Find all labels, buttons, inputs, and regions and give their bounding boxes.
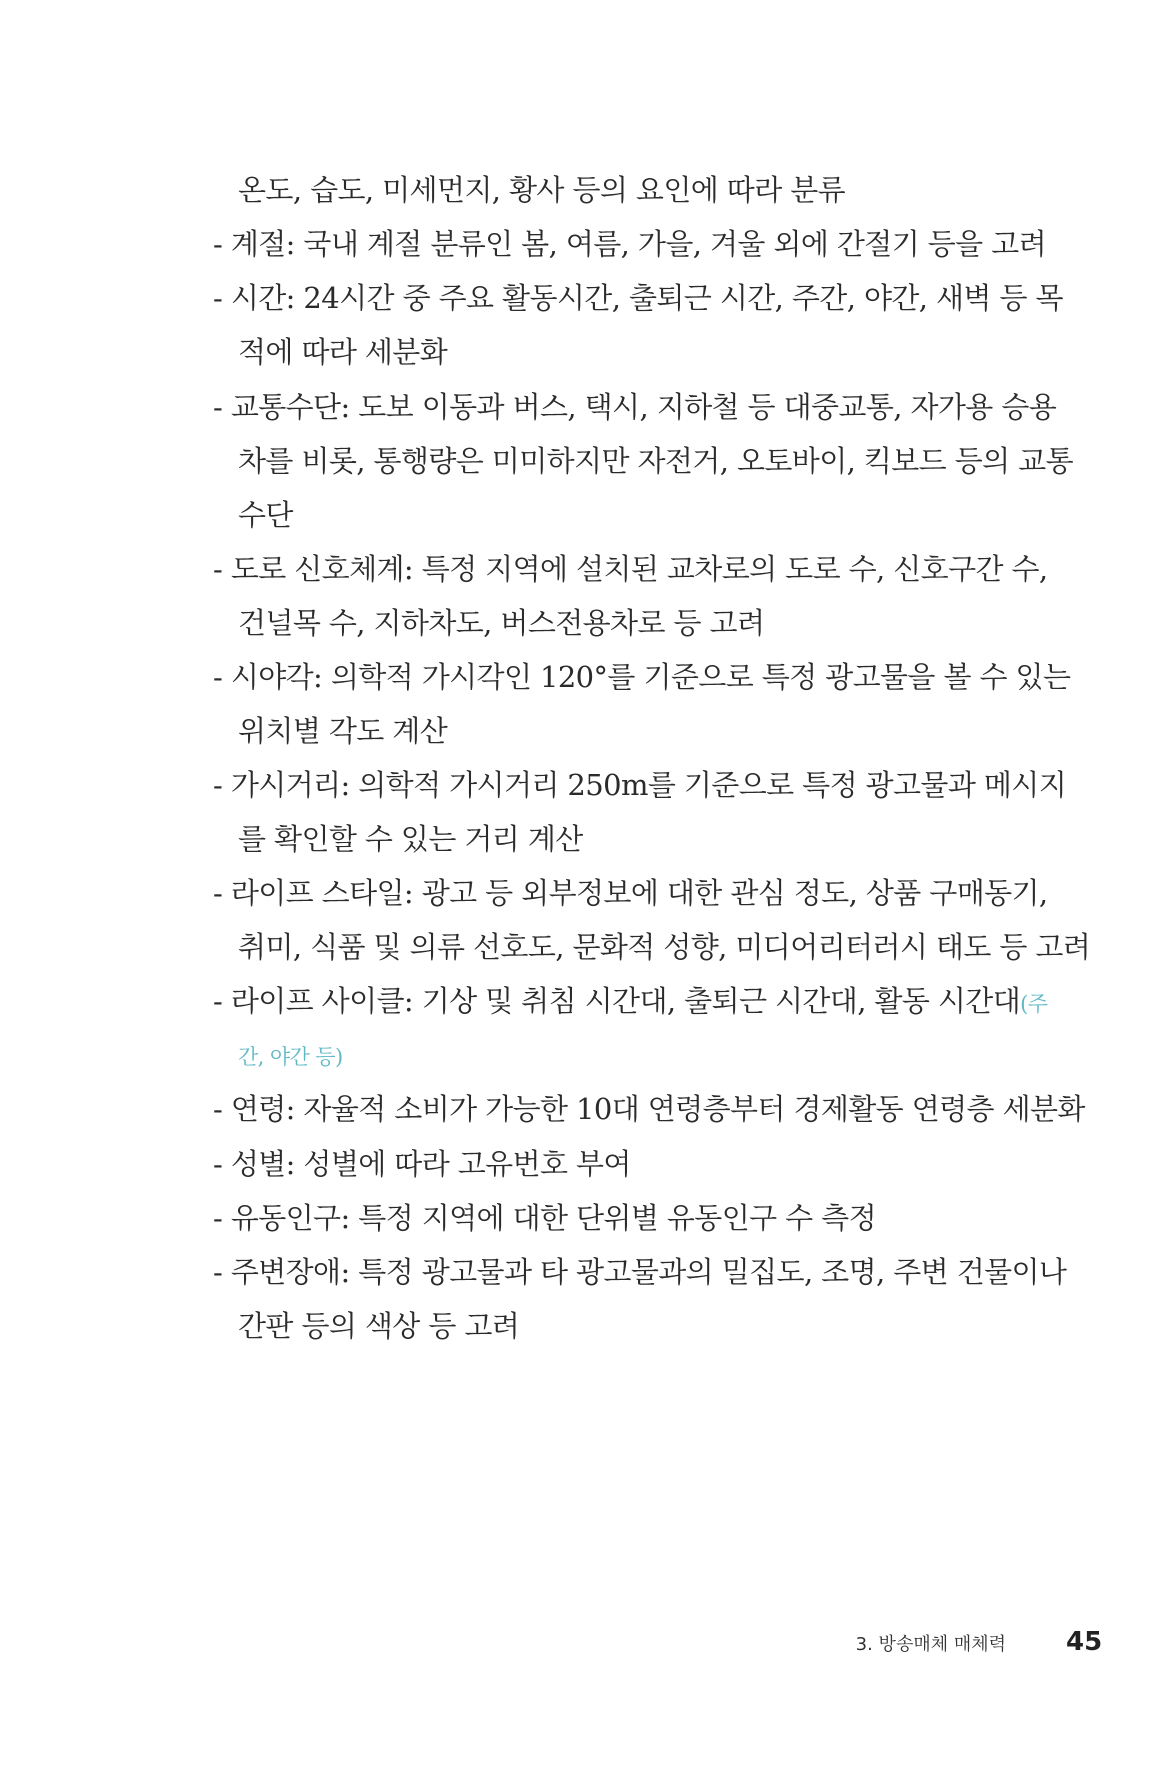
body-line: 취미, 식품 및 의류 선호도, 문화적 성향, 미디어리터러시 태도 등 고려 bbox=[238, 930, 1091, 964]
body-line: - 교통수단: 도보 이동과 버스, 택시, 지하철 등 대중교통, 자가용 승용 bbox=[213, 390, 1057, 424]
body-line: 간판 등의 색상 등 고려 bbox=[238, 1309, 520, 1343]
body-line: - 주변장애: 특정 광고물과 타 광고물과의 밀집도, 조명, 주변 건물이나 bbox=[213, 1255, 1067, 1289]
body-line: - 시간: 24시간 중 주요 활동시간, 출퇴근 시간, 주간, 야간, 새벽 등 목 bbox=[213, 281, 1063, 315]
body-line: 온도, 습도, 미세먼지, 황사 등의 요인에 따라 분류 bbox=[238, 173, 846, 207]
body-line-text: - 라이프 사이클: 기상 및 취침 시간대, 출퇴근 시간대, 활동 시간대 bbox=[213, 984, 1021, 1018]
page-number: 45 bbox=[1066, 1627, 1103, 1657]
body-line: - 계절: 국내 계절 분류인 봄, 여름, 가을, 겨울 외에 간절기 등을 고려 bbox=[213, 227, 1046, 261]
body-line: 적에 따라 세분화 bbox=[238, 335, 448, 369]
body-line: 를 확인할 수 있는 거리 계산 bbox=[238, 822, 583, 856]
footer-section-title: 3. 방송매체 매체력 bbox=[855, 1634, 1006, 1655]
body-line: - 연령: 자율적 소비가 가능한 10대 연령층부터 경제활동 연령층 세분화 bbox=[213, 1092, 1085, 1126]
body-line: - 가시거리: 의학적 가시거리 250m를 기준으로 특정 광고물과 메시지 bbox=[213, 768, 1067, 802]
body-line: 위치별 각도 계산 bbox=[238, 714, 448, 748]
body-line: - 유동인구: 특정 지역에 대한 단위별 유동인구 수 측정 bbox=[213, 1201, 877, 1235]
body-note: (주 bbox=[1020, 992, 1048, 1016]
body-line: - 시야각: 의학적 가시각인 120°를 기준으로 특정 광고물을 볼 수 있는 bbox=[213, 660, 1071, 694]
body-line: 건널목 수, 지하차도, 버스전용차로 등 고려 bbox=[238, 606, 765, 640]
body-line: 차를 비롯, 통행량은 미미하지만 자전거, 오토바이, 킥보드 등의 교통 bbox=[238, 444, 1073, 478]
body-line-with-note bbox=[213, 983, 1047, 1022]
body-line: 수단 bbox=[238, 498, 293, 532]
body-line: - 라이프 스타일: 광고 등 외부정보에 대한 관심 정도, 상품 구매동기, bbox=[213, 876, 1048, 910]
body-line: - 성별: 성별에 따라 고유번호 부여 bbox=[213, 1147, 631, 1181]
body-line: - 도로 신호체계: 특정 지역에 설치된 교차로의 도로 수, 신호구간 수, bbox=[213, 552, 1048, 586]
body-note-continued: 간, 야간 등) bbox=[238, 1045, 343, 1069]
